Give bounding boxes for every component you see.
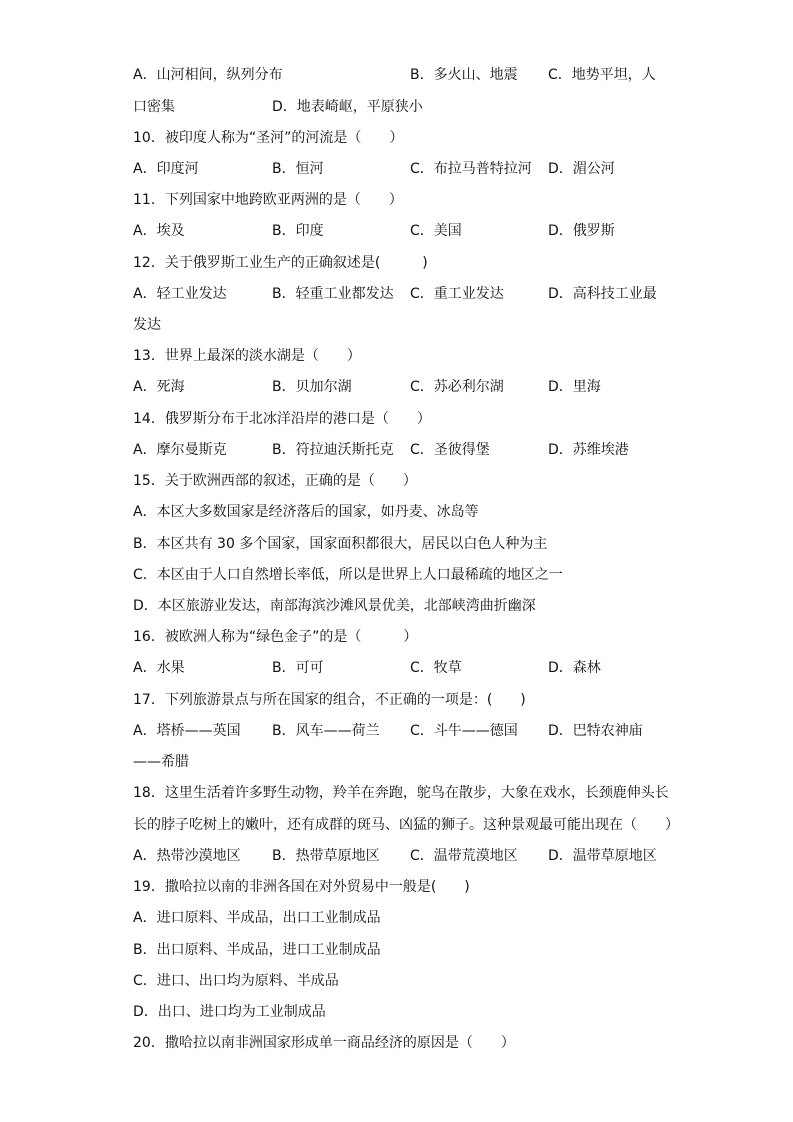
option-text: C．苏必利尔湖: [410, 379, 504, 395]
option-text: A．死海: [133, 379, 185, 395]
option-text: D．苏维埃港: [548, 442, 629, 458]
option-text: B．热带草原地区: [272, 848, 380, 864]
text-line: [0, 627, 793, 649]
option-text: A．热带沙漠地区: [133, 848, 241, 864]
question-text: A．本区大多数国家是经济落后的国家，如丹麦、冰岛等: [133, 504, 479, 520]
question-text: 15．关于欧洲西部的叙述，正确的是（ ）: [133, 473, 417, 489]
option-text: B．可可: [272, 660, 324, 676]
option-text: A．塔桥——英国: [133, 723, 241, 739]
option-text: A．轻工业发达: [133, 286, 227, 302]
text-line: [0, 1002, 793, 1024]
question-text: D．出口、进口均为工业制成品: [133, 1004, 326, 1020]
text-line: [0, 658, 793, 680]
option-text: A．摩尔曼斯克: [133, 442, 227, 458]
text-line: [0, 440, 793, 462]
option-text: B．印度: [272, 223, 324, 239]
text-line: [0, 128, 793, 150]
question-text: 17．下列旅游景点与所在国家的组合，不正确的一项是：( ): [133, 692, 526, 708]
question-text: A．进口原料、半成品，出口工业制成品: [133, 910, 381, 926]
option-text: D．里海: [548, 379, 601, 395]
text-line: [0, 221, 793, 243]
option-text: D．俄罗斯: [548, 223, 615, 239]
question-text: B．本区共有 30 多个国家，国家面积都很大，居民以白色人种为主: [133, 536, 548, 552]
option-text: C．温带荒漠地区: [410, 848, 518, 864]
text-line: [0, 471, 793, 493]
text-line: [0, 846, 793, 868]
question-text: C．本区由于人口自然增长率低，所以是世界上人口最稀疏的地区之一: [133, 567, 563, 583]
option-text: C．斗牛——德国: [410, 723, 518, 739]
text-line: [0, 690, 793, 712]
option-text: C．地势平坦，人: [548, 67, 656, 83]
option-text: D．地表崎岖，平原狭小: [272, 99, 423, 115]
text-line: [0, 752, 793, 774]
text-line: [0, 596, 793, 618]
question-text: 11．下列国家中地跨欧亚两洲的是（ ）: [133, 192, 403, 208]
option-text: A．水果: [133, 660, 185, 676]
option-text: B．多火山、地震: [410, 67, 518, 83]
text-line: [0, 783, 793, 805]
option-text: D．湄公河: [548, 161, 615, 177]
question-text: 12．关于俄罗斯工业生产的正确叙述是( ): [133, 255, 428, 271]
question-text: B．出口原料、半成品，进口工业制成品: [133, 942, 381, 958]
text-line: [0, 315, 793, 337]
option-text: D．高科技工业最: [548, 286, 657, 302]
option-text: C．牧草: [410, 660, 462, 676]
text-line: [0, 721, 793, 743]
text-line: [0, 565, 793, 587]
text-line: [0, 1033, 793, 1055]
question-text: 长的脖子吃树上的嫩叶，还有成群的斑马、凶猛的狮子。这种景观最可能出现在（ ）: [133, 817, 679, 833]
option-text: B．贝加尔湖: [272, 379, 352, 395]
text-line: [0, 284, 793, 306]
text-line: [0, 971, 793, 993]
text-line: [0, 908, 793, 930]
question-text: 14．俄罗斯分布于北冰洋沿岸的港口是（ ）: [133, 411, 431, 427]
option-text: B．风车——荷兰: [272, 723, 380, 739]
option-text: B．恒河: [272, 161, 324, 177]
text-line: [0, 346, 793, 368]
option-text: D．巴特农神庙: [548, 723, 643, 739]
question-text: 13．世界上最深的淡水湖是（ ）: [133, 348, 361, 364]
question-text: 18．这里生活着许多野生动物，羚羊在奔跑，鸵鸟在散步，大象在戏水，长颈鹿伸头长: [133, 785, 669, 801]
option-text: A．印度河: [133, 161, 199, 177]
question-text: C．进口、出口均为原料、半成品: [133, 973, 339, 989]
text-line: [0, 377, 793, 399]
option-text: B．符拉迪沃斯托克: [272, 442, 394, 458]
option-text: A．埃及: [133, 223, 185, 239]
text-line: [0, 409, 793, 431]
text-line: [0, 877, 793, 899]
text-line: [0, 97, 793, 119]
text-line: [0, 190, 793, 212]
text-line: [0, 534, 793, 556]
option-text: D．温带草原地区: [548, 848, 657, 864]
text-line: [0, 940, 793, 962]
text-line: [0, 159, 793, 181]
option-text: C．布拉马普特拉河: [410, 161, 532, 177]
question-text: 20．撒哈拉以南非洲国家形成单一商品经济的原因是（ ）: [133, 1035, 515, 1051]
text-line: [0, 502, 793, 524]
question-text: 16．被欧洲人称为“绿色金子”的是（ ）: [133, 629, 418, 645]
option-text: C．美国: [410, 223, 462, 239]
question-text: 10．被印度人称为“圣河”的河流是（ ）: [133, 130, 404, 146]
option-text: 口密集: [133, 99, 175, 115]
text-line: [0, 815, 793, 837]
option-text: C．重工业发达: [410, 286, 504, 302]
question-text: ——希腊: [133, 754, 189, 770]
option-text: B．轻重工业都发达: [272, 286, 394, 302]
option-text: D．森林: [548, 660, 601, 676]
text-line: [0, 65, 793, 87]
question-text: D．本区旅游业发达，南部海滨沙滩风景优美，北部峡湾曲折幽深: [133, 598, 536, 614]
text-line: [0, 253, 793, 275]
option-text: C．圣彼得堡: [410, 442, 490, 458]
option-text: A．山河相间，纵列分布: [133, 67, 283, 83]
question-text: 19．撒哈拉以南的非洲各国在对外贸易中一般是( ): [133, 879, 470, 895]
question-text: 发达: [133, 317, 161, 333]
